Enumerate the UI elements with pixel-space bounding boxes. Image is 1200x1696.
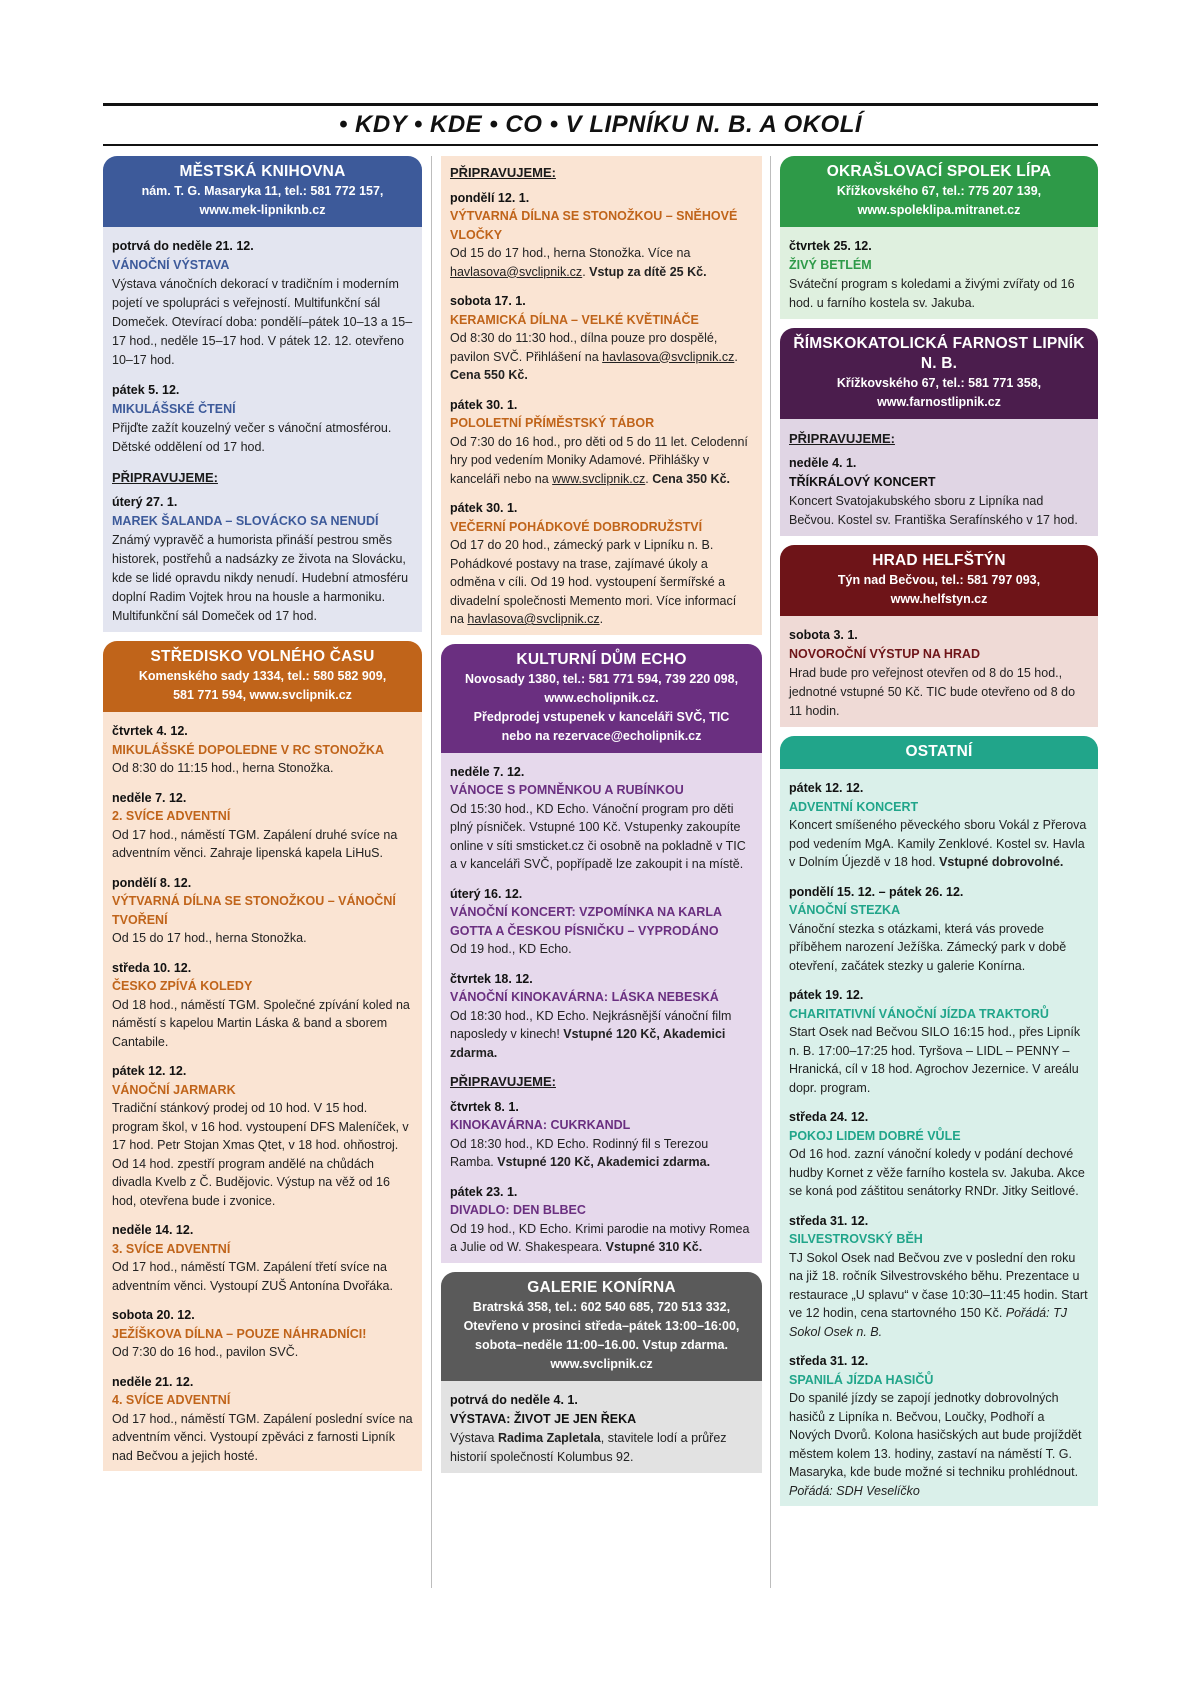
event-description: Od 18:30 hod., KD Echo. Rodinný fil s Terezou Ramba. Vstupné 120 Kč, Akademici zdarma. [450,1136,711,1169]
event [112,874,413,948]
event-description: Od 17 hod., náměstí TGM. Zapálení druhé svíce na adventním věnci. Zahraje lipenská kapela LiHuS. [112,827,398,860]
upcoming-label: PŘIPRAVUJEME: [450,165,556,180]
event [789,454,1089,530]
event-date: středa 31. 12. [789,1213,869,1228]
event-description: Od 15 do 17 hod., herna Stonožka. [112,931,307,945]
section-title: MĚSTSKÁ KNIHOVNA [179,163,346,180]
upcoming-label: PŘIPRAVUJEME: [450,1074,556,1089]
section-title: STŘEDISKO VOLNÉHO ČASU [150,648,375,665]
section-body [441,1381,762,1473]
event [450,1098,753,1172]
column-right [780,156,1098,1515]
section-address: Bratrská 358, tel.: 602 540 685, 720 513 332, [472,1299,731,1314]
section-web[interactable]: www.farnostlipnik.cz [877,395,1001,409]
event [112,1221,413,1295]
event-description: TJ Sokol Osek nad Bečvou zve v poslední den roku na již 18. ročník Silvestrovského běhu. Prezentace u restaurace „U splavu“ v čase 10:30–11:45 hodin. Start ve 12 hodin, cena startovného 150 Kč. Pořádá: TJ Sokol Osek n. B. [789,1250,1088,1339]
section-ostatni [780,736,1098,1506]
event [112,722,413,778]
event-date: středa 31. 12. [789,1354,869,1368]
event-title: VÝTVARNÁ DÍLNA SE STONOŽKOU – SNĚHOVÉ VLOČKY [450,209,738,242]
event-date: neděle 4. 1. [789,456,857,470]
section-hrad-helfstyn [780,545,1098,727]
event-title: TŘÍKRÁLOVÝ KONCERT [789,475,936,489]
event-description: Od 17 do 20 hod., zámecký park v Lipníku n. B. Pohádkové postavy na trase, zajímavé úkoly a odměna v cíli. Od 19 hod. vystoupení šermířské a divadelní společnosti Memento mori. Více informací na havlasova@svclipnik.cz. [450,538,737,626]
event-title: SPANILÁ JÍZDA HASIČŮ [789,1372,934,1387]
event [450,292,753,385]
section-web[interactable]: www.spoleklipa.mitranet.cz [857,203,1021,217]
section-mestska-knihovna [103,156,422,632]
event [450,189,753,282]
event-title: VÁNOCE S POMNĚNKOU A RUBÍNKOU [450,783,684,797]
event-description: Od 19 hod., KD Echo. [450,942,572,956]
event [789,626,1089,721]
email-link[interactable]: havlasova@svclipnik.cz [602,349,735,364]
section-farnost [780,328,1098,536]
section-presale-email[interactable]: nebo na rezervace@echolipnik.cz [501,728,702,743]
event-description: Koncert smíšeného pěveckého sboru Vokál z Přerova pod vedením MgA. Kamily Zenklové. Kostel sv. Havla v Dolním Újezdě v 18 hod. Vstupné dobrovolné. [789,818,1087,869]
event-description: Vánoční stezka s otázkami, která vás provede příběhem narození Ježíška. Zámecký park v době otevření, začátek stezky u galerie Konírna. [789,921,1067,973]
section-okraslovaci-spolek-lipa [780,156,1098,319]
section-header [441,644,762,753]
event-description: Od 7:30 do 16 hod., pro děti od 5 do 11 let. Celodenní hry pod vedením Moniky Adamové. Přihlášky v kanceláři nebo na www.svclipnik.cz. Cena 350 Kč. [450,434,748,486]
section-body [103,227,422,632]
section-presale: Předprodej vstupenek v kanceláři SVČ, TIC [473,709,730,724]
event-date: neděle 21. 12. [112,1374,194,1389]
email-link[interactable]: havlasova@svclipnik.cz [450,264,583,279]
event-date: čtvrtek 4. 12. [112,724,188,738]
event-title: DIVADLO: DEN BLBEC [450,1203,586,1217]
event-title: VÁNOČNÍ KINOKAVÁRNA: LÁSKA NEBESKÁ [450,990,719,1004]
section-header [780,545,1098,616]
section-header [441,1272,762,1381]
event-title: MIKULÁŠSKÉ ČTENÍ [112,402,236,416]
event-date: středa 10. 12. [112,960,192,975]
section-web[interactable]: www.svclipnik.cz [550,1356,653,1371]
event-date: úterý 27. 1. [112,495,178,509]
event-description: Start Osek nad Bečvou SILO 16:15 hod., přes Lipník n. B. 17:00–17:25 hod. Tyršova – LIDL – PENNY – Hranická, cíl v 18 hod. Agrochov Jezernice. V areálu dopr. program. [789,1025,1081,1095]
event-description: Od 15 do 17 hod., herna Stonožka. Více na havlasova@svclipnik.cz. Vstup za dítě 25 Kč. [450,246,707,279]
event-date: pondělí 15. 12. – pátek 26. 12. [789,884,964,899]
section-header [780,736,1098,769]
event [450,1183,753,1257]
event-description: Výstava Radima Zapletala, stavitele lodí a průřez historií společností Kolumbus 92. [450,1430,727,1464]
event-date: pondělí 8. 12. [112,875,192,890]
section-hours: Otevřeno v prosinci středa–pátek 13:00–16:00, [463,1318,740,1333]
event-title: ČESKO ZPÍVÁ KOLEDY [112,979,253,993]
section-body [780,419,1098,536]
page-header [103,103,1098,146]
event-title: VÁNOČNÍ VÝSTAVA [112,258,230,272]
event-title: POLOLETNÍ PŘÍMĚSTSKÝ TÁBOR [450,416,655,430]
event-title: JEŽÍŠKOVA DÍLNA – POUZE NÁHRADNÍCI! [112,1326,367,1341]
web-link[interactable]: www.svclipnik.cz [552,471,646,486]
column-divider [431,156,432,1588]
event-title: 4. SVÍCE ADVENTNÍ [112,1393,231,1407]
email-link[interactable]: havlasova@svclipnik.cz [467,612,600,626]
event-title: CHARITATIVNÍ VÁNOČNÍ JÍZDA TRAKTORŮ [789,1006,1049,1021]
section-hours: sobota–neděle 11:00–16.00. Vstup zdarma. [475,1337,728,1352]
event-description: Od 17 hod., náměstí TGM. Zapálení poslední svíce na adventním věnci. Vystoupí zpěváci z farnosti Lipník nad Bečvou a jejich hosté. [112,1411,413,1463]
event-date: sobota 20. 12. [112,1308,195,1322]
event-date: pátek 23. 1. [450,1184,518,1199]
section-body [103,712,422,1471]
event-date: pátek 30. 1. [450,501,518,515]
section-title: OKRAŠLOVACÍ SPOLEK LÍPA [826,163,1052,180]
column-middle [441,156,762,1482]
event-date: pátek 5. 12. [112,383,180,397]
section-body [441,753,762,1263]
event-title: ŽIVÝ BETLÉM [789,258,872,272]
event-title: VÝSTAVA: ŽIVOT JE JEN ŘEKA [450,1411,637,1426]
event-title: POKOJ LIDEM DOBRÉ VŮLE [789,1128,961,1143]
section-header [780,328,1098,419]
event [112,1062,413,1210]
event [112,381,413,457]
event [450,499,753,629]
event-title: NOVOROČNÍ VÝSTUP NA HRAD [789,647,980,661]
event [450,763,753,874]
section-title: KULTURNÍ DŮM ECHO [516,650,687,668]
section-web[interactable]: www.echolipnik.cz. [544,690,659,705]
event-date: neděle 7. 12. [112,790,187,805]
event [789,779,1089,872]
event-description: Od 17 hod., náměstí TGM. Zapálení třetí svíce na adventním věnci. Vystoupí ZUŠ Antonína Dvořáka. [112,1260,393,1293]
event-date: středa 24. 12. [789,1110,869,1124]
event-description: Výstava vánočních dekorací v tradičním i moderním pojetí ve spolupráci s veřejností. Multifunkční sál Domeček. Otevírací doba: pondělí–pátek 10–13 a 15–17 hod., neděle 15–17 hod. V pátek 12. 12. otevřeno 10–17 hod. [112,277,413,367]
event-title: KINOKAVÁRNA: CUKRKANDL [450,1118,631,1132]
event-description: Od 18 hod., náměstí TGM. Společné zpívání koled na náměstí s kapelou Martin Láska & band a sborem Cantabile. [112,997,410,1049]
event-date: pátek 30. 1. [450,397,518,412]
event [789,1352,1089,1500]
event-title: VÁNOČNÍ KONCERT: VZPOMÍNKA NA KARLA GOTTA A ČESKOU PÍSNIČKU – VYPRODÁNO [450,905,722,938]
section-header [103,156,422,227]
event-description: Od 19 hod., KD Echo. Krimi parodie na motivy Romea a Julie od W. Shakespeara. Vstupné 310 Kč. [450,1221,750,1254]
section-body [780,227,1098,319]
event-description: Od 7:30 do 16 hod., pavilon SVČ. [112,1345,299,1359]
event-date: úterý 16. 12. [450,886,523,901]
event [450,396,753,489]
event-date: čtvrtek 8. 1. [450,1099,519,1114]
event [112,789,413,863]
section-web[interactable]: www.mek-lipniknb.cz [199,203,326,217]
event [112,493,413,626]
event [789,237,1089,313]
section-address: Novosady 1380, tel.: 581 771 594, 739 220 098, [464,671,739,686]
column-divider [770,156,771,1588]
section-title: GALERIE KONÍRNA [527,1278,676,1296]
section-address: nám. T. G. Masaryka 11, tel.: 581 772 157, [141,184,384,198]
event-title: VÝTVARNÁ DÍLNA SE STONOŽKOU – VÁNOČNÍ TVOŘENÍ [112,894,396,927]
section-web[interactable]: www.helfstyn.cz [890,592,988,606]
event-date: potrvá do neděle 21. 12. [112,239,254,253]
event [789,986,1089,1097]
event [450,970,753,1063]
page-title: • KDY • KDE • CO • V LIPNÍKU N. B. A OKOLÍ [338,111,863,138]
section-address: Komenského sady 1334, tel.: 580 582 909, [138,669,387,683]
event-title: KERAMICKÁ DÍLNA – VELKÉ KVĚTINÁČE [450,312,699,327]
event-description: Známý vypravěč a humorista přináší pestrou směs historek, postřehů a nadsázky ze života na Slovácku, kde se lidé opravdu nikdy nenudí. Hudební atmosféru doplní Radim Vojtek hrou na housle a harmoniku. Multifunkční sál Domeček od 17 hod. [112,533,409,623]
event-date: neděle 7. 12. [450,764,525,779]
section-address: Křížkovského 67, tel.: 775 207 139, [836,184,1042,198]
event-date: pátek 12. 12. [789,781,864,795]
event [112,1306,413,1362]
event-description: Od 18:30 hod., KD Echo. Nejkrásnější vánoční film naposledy v kinech! Vstupné 120 Kč, Akademici zdarma. [450,1008,732,1060]
upcoming-label: PŘIPRAVUJEME: [112,470,218,485]
event-description: Do spanilé jízdy se zapojí jednotky dobrovolných hasičů z Lipníka n. Bečvou, Loučky, Podhoří a Nových Dvorů. Kolona hasičských aut bude projíždět městem kolem 13. hodiny, zastaví na náměstí T. G. Masaryka, kde bude možné si techniku prohlédnout. Pořádá: SDH Veselíčko [789,1391,1082,1498]
event-title: VÁNOČNÍ JARMARK [112,1082,236,1097]
event-title: MAREK ŠALANDA – SLOVÁCKO SA NENUDÍ [112,514,379,528]
event-date: sobota 17. 1. [450,294,526,308]
section-stredisko-volneho-casu [103,641,422,1471]
upcoming-label: PŘIPRAVUJEME: [789,431,895,446]
event [112,1373,413,1466]
event [112,959,413,1052]
event-date: pondělí 12. 1. [450,190,530,205]
event-date: čtvrtek 18. 12. [450,971,533,986]
event-date: pátek 12. 12. [112,1064,187,1078]
event-title: SILVESTROVSKÝ BĚH [789,1232,923,1246]
event [450,1391,753,1467]
event [112,237,413,370]
event-date: sobota 3. 1. [789,628,858,642]
section-header [780,156,1098,227]
event-title: VEČERNÍ POHÁDKOVÉ DOBRODRUŽSTVÍ [450,519,703,534]
event [450,885,753,959]
section-svc-upcoming [441,156,762,635]
event-date: neděle 14. 12. [112,1223,194,1237]
section-header [103,641,422,712]
event-description: Od 15:30 hod., KD Echo. Vánoční program pro děti plný písniček. Vstupné 100 Kč. Vstupenky zakoupíte online v síti smsticket.cz či osobně na pokladně v TIC a v kanceláři SVČ, popřípadě lze zakoupit i na místě. [450,801,746,871]
event [789,1212,1089,1342]
section-body [780,616,1098,727]
section-body [780,769,1098,1506]
event-description: Koncert Svatojakubského sboru z Lipníka nad Bečvou. Kostel sv. Františka Serafínského v 17 hod. [789,494,1078,527]
column-left [103,156,422,1480]
section-address: Křížkovského 67, tel.: 581 771 358, [836,376,1042,390]
section-body [441,156,762,635]
event [789,1108,1089,1201]
section-title: ŘÍMSKOKATOLICKÁ FARNOST LIPNÍK N. B. [793,335,1085,372]
section-web[interactable]: 581 771 594, www.svclipnik.cz [173,688,352,702]
event [789,883,1089,976]
event-description: Od 8:30 do 11:30 hod., dílna pouze pro dospělé, pavilon SVČ. Přihlášení na havlasova@svclipnik.cz. Cena 550 Kč. [450,331,738,382]
event-description: Od 8:30 do 11:15 hod., herna Stonožka. [112,761,334,775]
event-title: 2. SVÍCE ADVENTNÍ [112,809,231,823]
event-title: 3. SVÍCE ADVENTNÍ [112,1241,231,1256]
section-kulturni-dum-echo [441,644,762,1263]
section-address: Týn nad Bečvou, tel.: 581 797 093, [837,573,1041,587]
event-description: Hrad bude pro veřejnost otevřen od 8 do 15 hod., jednotné vstupné 50 Kč. TIC bude otevřeno od 8 do 11 hodin. [789,666,1076,718]
event-date: potrvá do neděle 4. 1. [450,1392,578,1407]
event-description: Od 16 hod. zazní vánoční koledy v podání dechové hudby Kornet z věže farního kostela sv. Jakuba. Akce se koná pod záštitou senátorky RNDr. Jitky Seitlové. [789,1147,1085,1198]
event-description: Sváteční program s koledami a živými zvířaty od 16 hod. u farního kostela sv. Jakuba. [789,277,1075,310]
event-date: pátek 19. 12. [789,988,864,1002]
event-title: ADVENTNÍ KONCERT [789,799,919,814]
event-description: Přijďte zažít kouzelný večer s vánoční atmosférou. Dětské oddělení od 17 hod. [112,421,392,454]
event-date: čtvrtek 25. 12. [789,239,872,253]
event-title: VÁNOČNÍ STEZKA [789,903,901,917]
event-title: MIKULÁŠSKÉ DOPOLEDNE V RC STONOŽKA [112,742,385,757]
section-galerie-konirna [441,1272,762,1473]
section-title: OSTATNÍ [905,743,973,760]
section-title: HRAD HELFŠTÝN [872,552,1006,569]
event-description: Tradiční stánkový prodej od 10 hod. V 15 hod. program škol, v 16 hod. vystoupení DFS Maleníček, v 17 hod. Petr Stojan Xmas Qtet, v 18 hod. ohňostroj. Od 14 hod. zpestří program andělé na chůdách divadla Kvelb z Č. Budějovic. Výstup na věž od 16 hod, otevřena bude i zvonice. [112,1101,409,1208]
